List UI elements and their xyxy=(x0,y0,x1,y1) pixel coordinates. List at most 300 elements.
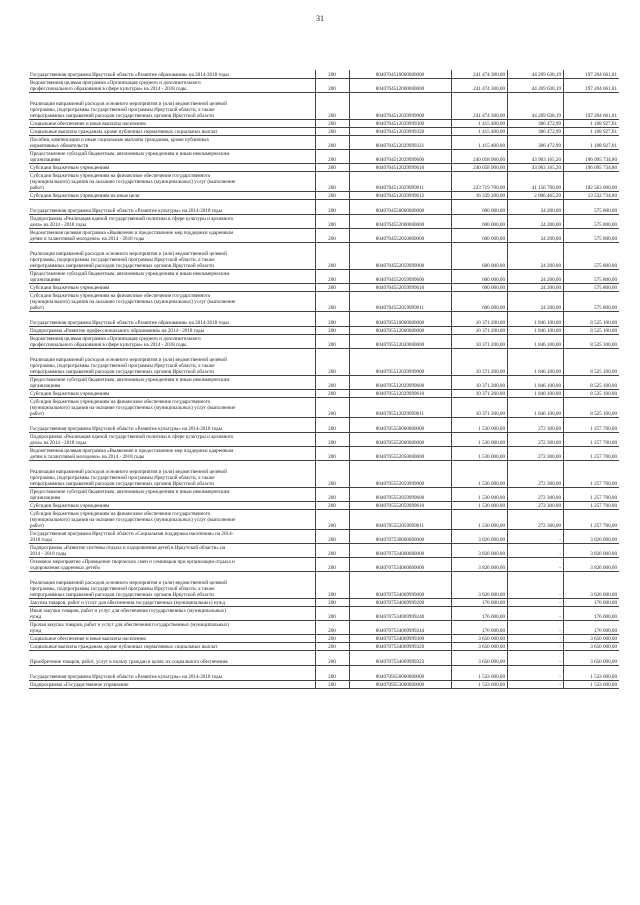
row-unexecuted-amount-cell xyxy=(564,199,620,206)
row-approved-amount-cell: 241 474 300,00 xyxy=(452,99,508,119)
row-code-cell xyxy=(316,199,350,206)
row-approved-amount-cell xyxy=(452,417,508,424)
row-executed-amount-cell: 1 846 100,00 xyxy=(508,355,564,375)
row-code-cell: 200 xyxy=(316,432,350,446)
row-approved-amount-cell: 1 415 400,00 xyxy=(452,135,508,149)
row-approved-amount-cell xyxy=(452,460,508,467)
row-executed-amount-cell xyxy=(508,665,564,672)
row-unexecuted-amount-cell: 8 525 100,00 xyxy=(564,355,620,375)
row-code-cell: 200 xyxy=(316,680,350,688)
row-classification-code-cell: 8040704512000000000 xyxy=(350,78,452,92)
row-approved-amount-cell: 10 371 200,00 xyxy=(452,318,508,326)
table-row xyxy=(29,672,619,680)
row-classification-code-cell: 8040705552059999611 xyxy=(350,509,452,529)
row-unexecuted-amount-cell: 176 000,00 xyxy=(564,620,620,634)
row-code-cell: 200 xyxy=(316,283,350,291)
row-name-cell xyxy=(29,242,316,249)
row-classification-code-cell: 8040704512029999610 xyxy=(350,163,452,171)
row-name-cell xyxy=(29,665,316,672)
row-unexecuted-amount-cell: 1 257 700,00 xyxy=(564,467,620,487)
row-executed-amount-cell: - xyxy=(508,606,564,620)
row-classification-code-cell: 8040707534060000000 xyxy=(350,557,452,571)
table-row xyxy=(29,249,619,269)
row-name-cell: Субсидии бюджетным учреждениям на финансовое обеспечение государственного (муниципального) задания на оказание государственных (муниципальных) услуг (выполнение работ) xyxy=(29,291,316,311)
table-row xyxy=(29,417,619,424)
row-executed-amount-cell: 1 846 100,00 xyxy=(508,389,564,397)
row-executed-amount-cell: - xyxy=(508,529,564,543)
row-unexecuted-amount-cell: 1 257 700,00 xyxy=(564,501,620,509)
row-classification-code-cell: 8040705550000000000 xyxy=(350,424,452,432)
row-code-cell: 200 xyxy=(316,163,350,171)
row-approved-amount-cell: 1 530 000,00 xyxy=(452,467,508,487)
row-name-cell: Субсидии бюджетным учреждениям xyxy=(29,389,316,397)
table-row xyxy=(29,214,619,228)
row-name-cell: Приобретение товаров, работ, услуг в пользу граждан в целях их социального обеспечения xyxy=(29,657,316,665)
row-approved-amount-cell xyxy=(452,348,508,355)
row-approved-amount-cell xyxy=(452,650,508,657)
row-classification-code-cell: 8040709550000000000 xyxy=(350,672,452,680)
row-executed-amount-cell: - xyxy=(508,634,564,642)
row-code-cell: 200 xyxy=(316,149,350,163)
row-unexecuted-amount-cell: 8 525 100,00 xyxy=(564,334,620,348)
row-name-cell: Подпрограмма «Развитие профессионального образования» на 2014 - 2018 годы xyxy=(29,326,316,334)
row-executed-amount-cell: 272 300,00 xyxy=(508,487,564,501)
row-code-cell: 200 xyxy=(316,249,350,269)
row-code-cell: 200 xyxy=(316,206,350,214)
row-approved-amount-cell: 600 000,00 xyxy=(452,214,508,228)
row-code-cell: 200 xyxy=(316,171,350,191)
row-code-cell: 200 xyxy=(316,119,350,127)
row-executed-amount-cell: 306 472,99 xyxy=(508,127,564,135)
row-approved-amount-cell: 1 530 000,00 xyxy=(452,424,508,432)
row-name-cell: Реализация направлений расходов основного мероприятия и (или) ведомственной целевой программы, подпрограммы государственной программы Иркутской области, а также непрограммных направлений расходов государственных органов Иркутской области xyxy=(29,99,316,119)
row-approved-amount-cell: 223 719 700,00 xyxy=(452,171,508,191)
row-classification-code-cell: 8040704512029999320 xyxy=(350,127,452,135)
table-row xyxy=(29,199,619,206)
row-code-cell xyxy=(316,460,350,467)
row-approved-amount-cell: 600 000,00 xyxy=(452,291,508,311)
table-row xyxy=(29,432,619,446)
table-row xyxy=(29,460,619,467)
row-approved-amount-cell: 1 530 000,00 xyxy=(452,446,508,460)
table-body xyxy=(29,70,619,688)
row-approved-amount-cell: 10 371 200,00 xyxy=(452,334,508,348)
table-row xyxy=(29,680,619,688)
row-executed-amount-cell: 272 300,00 xyxy=(508,467,564,487)
row-code-cell: 200 xyxy=(316,672,350,680)
row-approved-amount-cell: 600 000,00 xyxy=(452,283,508,291)
row-name-cell: Закупка товаров, работ и услуг для обеспечения государственных (муниципальных) нужд xyxy=(29,598,316,606)
row-name-cell: Государственная программа Иркутской области «Социальная поддержка населения» на 2014- 2018 годы xyxy=(29,529,316,543)
row-executed-amount-cell: - xyxy=(508,543,564,557)
row-name-cell: Государственная программа Иркутской области «Развитие культуры» на 2014-2018 годы xyxy=(29,424,316,432)
table-row xyxy=(29,389,619,397)
table-row xyxy=(29,543,619,557)
row-unexecuted-amount-cell: 1 257 700,00 xyxy=(564,509,620,529)
row-code-cell: 200 xyxy=(316,291,350,311)
row-approved-amount-cell: 10 371 200,00 xyxy=(452,397,508,417)
row-classification-code-cell xyxy=(350,460,452,467)
table-row xyxy=(29,191,619,199)
row-name-cell: Реализация направлений расходов основного мероприятия и (или) ведомственной целевой программы, подпрограммы государственной программы Иркутской области, а также непрограммных направлений расходов государственных органов Иркутской области xyxy=(29,249,316,269)
row-classification-code-cell xyxy=(350,92,452,99)
row-classification-code-cell: 8040707534069999300 xyxy=(350,634,452,642)
row-code-cell: 200 xyxy=(316,355,350,375)
row-name-cell xyxy=(29,311,316,318)
row-code-cell: 200 xyxy=(316,642,350,650)
row-unexecuted-amount-cell xyxy=(564,348,620,355)
table-row xyxy=(29,578,619,598)
table-row xyxy=(29,135,619,149)
table-row xyxy=(29,348,619,355)
table-row xyxy=(29,326,619,334)
row-approved-amount-cell: 600 000,00 xyxy=(452,269,508,283)
row-approved-amount-cell: 240 058 900,00 xyxy=(452,163,508,171)
row-approved-amount-cell: 10 371 200,00 xyxy=(452,389,508,397)
row-classification-code-cell: 8040707534000000000 xyxy=(350,543,452,557)
row-classification-code-cell xyxy=(350,665,452,672)
table-row xyxy=(29,501,619,509)
table-row xyxy=(29,269,619,283)
row-approved-amount-cell xyxy=(452,571,508,578)
row-executed-amount-cell: - xyxy=(508,620,564,634)
row-unexecuted-amount-cell: 575 800,00 xyxy=(564,283,620,291)
row-unexecuted-amount-cell: 1 257 700,00 xyxy=(564,446,620,460)
row-code-cell: 200 xyxy=(316,598,350,606)
row-classification-code-cell xyxy=(350,242,452,249)
row-executed-amount-cell: 1 846 100,00 xyxy=(508,334,564,348)
row-unexecuted-amount-cell xyxy=(564,571,620,578)
row-executed-amount-cell: 1 846 100,00 xyxy=(508,326,564,334)
row-code-cell xyxy=(316,417,350,424)
row-executed-amount-cell: - xyxy=(508,557,564,571)
row-code-cell: 200 xyxy=(316,99,350,119)
row-code-cell xyxy=(316,311,350,318)
row-executed-amount-cell: 1 846 100,00 xyxy=(508,375,564,389)
row-executed-amount-cell xyxy=(508,460,564,467)
row-name-cell: Реализация направлений расходов основного мероприятия и (или) ведомственной целевой программы, подпрограммы государственной программы Иркутской области, а также непрограммных направлений расходов государственных органов Иркутской области xyxy=(29,578,316,598)
row-unexecuted-amount-cell: 3 826 000,00 xyxy=(564,557,620,571)
row-classification-code-cell: 8040705552050000000 xyxy=(350,446,452,460)
row-executed-amount-cell xyxy=(508,92,564,99)
table-row xyxy=(29,318,619,326)
row-unexecuted-amount-cell: 1 257 700,00 xyxy=(564,424,620,432)
row-code-cell: 200 xyxy=(316,214,350,228)
row-name-cell: Ведомственная целевая программа «Выявление и предоставление мер поддержки одаренным детям и талантливой молодежи» на 2014 - 2018 годы xyxy=(29,446,316,460)
row-code-cell xyxy=(316,92,350,99)
table-row xyxy=(29,70,619,78)
row-code-cell: 200 xyxy=(316,127,350,135)
row-name-cell: Субсидии бюджетным учреждениям на финансовое обеспечение государственного (муниципального) задания на оказание государственных (муниципальных) услуг (выполнение работ) xyxy=(29,397,316,417)
table-row xyxy=(29,291,619,311)
row-executed-amount-cell: 24 200,00 xyxy=(508,269,564,283)
row-classification-code-cell: 8040704552059999000 xyxy=(350,249,452,269)
table-row xyxy=(29,119,619,127)
row-unexecuted-amount-cell: 575 800,00 xyxy=(564,249,620,269)
row-executed-amount-cell: 272 300,00 xyxy=(508,424,564,432)
row-code-cell: 200 xyxy=(316,529,350,543)
row-executed-amount-cell: 41 156 700,00 xyxy=(508,171,564,191)
row-name-cell: Государственная программа Иркутской области «Развитие культуры» на 2014-2018 годы xyxy=(29,206,316,214)
row-unexecuted-amount-cell: 3 826 000,00 xyxy=(564,543,620,557)
row-classification-code-cell: 8040704552000000000 xyxy=(350,214,452,228)
row-code-cell xyxy=(316,571,350,578)
table-row xyxy=(29,665,619,672)
row-executed-amount-cell xyxy=(508,199,564,206)
row-unexecuted-amount-cell: 8 525 100,00 xyxy=(564,326,620,334)
row-classification-code-cell: 8040704510000000000 xyxy=(350,70,452,78)
row-name-cell: Социальное обеспечение и иные выплаты населению xyxy=(29,634,316,642)
row-classification-code-cell: 8040705552059999000 xyxy=(350,467,452,487)
row-name-cell: Государственная программа Иркутской области «Развитие образования» на 2014-2018 годы xyxy=(29,70,316,78)
row-approved-amount-cell: 10 371 200,00 xyxy=(452,355,508,375)
table-row xyxy=(29,171,619,191)
row-executed-amount-cell: 24 200,00 xyxy=(508,249,564,269)
row-name-cell: Социальные выплаты гражданам, кроме публичных нормативных социальных выплат xyxy=(29,127,316,135)
row-executed-amount-cell: 24 200,00 xyxy=(508,291,564,311)
row-executed-amount-cell: 24 200,00 xyxy=(508,206,564,214)
row-name-cell: Предоставление субсидий бюджетным, автономным учреждениям и иным некоммерческим организациям xyxy=(29,375,316,389)
row-name-cell: Предоставление субсидий бюджетным, автономным учреждениям и иным некоммерческим организациям xyxy=(29,487,316,501)
row-classification-code-cell: 8040704512029999612 xyxy=(350,191,452,199)
row-approved-amount-cell: 10 371 200,00 xyxy=(452,326,508,334)
row-approved-amount-cell xyxy=(452,199,508,206)
row-unexecuted-amount-cell xyxy=(564,650,620,657)
row-name-cell xyxy=(29,348,316,355)
table-row xyxy=(29,78,619,92)
row-executed-amount-cell: 306 472,99 xyxy=(508,119,564,127)
row-executed-amount-cell: 43 963 165,20 xyxy=(508,163,564,171)
row-executed-amount-cell: - xyxy=(508,672,564,680)
row-code-cell: 200 xyxy=(316,501,350,509)
row-unexecuted-amount-cell: 8 525 100,00 xyxy=(564,389,620,397)
table-row xyxy=(29,606,619,620)
row-unexecuted-amount-cell: 1 533 600,00 xyxy=(564,672,620,680)
table-row xyxy=(29,598,619,606)
row-approved-amount-cell: 240 058 900,00 xyxy=(452,149,508,163)
row-unexecuted-amount-cell: 575 800,00 xyxy=(564,228,620,242)
row-name-cell: Реализация направлений расходов основного мероприятия и (или) ведомственной целевой программы, подпрограммы государственной программы Иркутской области, а также непрограммных направлений расходов государственных органов Иркутской области xyxy=(29,355,316,375)
row-unexecuted-amount-cell: 575 800,00 xyxy=(564,206,620,214)
row-unexecuted-amount-cell: 1 108 927,01 xyxy=(564,135,620,149)
row-classification-code-cell: 8040707530000000000 xyxy=(350,529,452,543)
table-row xyxy=(29,334,619,348)
row-code-cell: 200 xyxy=(316,657,350,665)
row-unexecuted-amount-cell: 575 800,00 xyxy=(564,269,620,283)
row-approved-amount-cell: 241 474 300,00 xyxy=(452,70,508,78)
row-unexecuted-amount-cell: 196 095 734,80 xyxy=(564,163,620,171)
row-approved-amount-cell: 1 530 000,00 xyxy=(452,509,508,529)
table-row xyxy=(29,311,619,318)
table-row xyxy=(29,467,619,487)
row-executed-amount-cell: 24 200,00 xyxy=(508,228,564,242)
row-code-cell: 200 xyxy=(316,318,350,326)
row-approved-amount-cell: 1 415 400,00 xyxy=(452,127,508,135)
row-classification-code-cell: 8040707534069999200 xyxy=(350,598,452,606)
row-approved-amount-cell: 3 826 000,00 xyxy=(452,529,508,543)
row-code-cell: 200 xyxy=(316,269,350,283)
row-executed-amount-cell: 306 472,99 xyxy=(508,135,564,149)
row-unexecuted-amount-cell: 197 204 661,81 xyxy=(564,78,620,92)
row-classification-code-cell: 8040705512020000000 xyxy=(350,334,452,348)
row-classification-code-cell: 8040704512029999611 xyxy=(350,171,452,191)
row-approved-amount-cell: 1 530 000,00 xyxy=(452,501,508,509)
row-code-cell: 200 xyxy=(316,334,350,348)
row-approved-amount-cell: 3 650 000,00 xyxy=(452,657,508,665)
table-row xyxy=(29,99,619,119)
row-executed-amount-cell: - xyxy=(508,578,564,598)
row-approved-amount-cell xyxy=(452,665,508,672)
row-unexecuted-amount-cell: 176 000,00 xyxy=(564,606,620,620)
row-unexecuted-amount-cell: 3 650 000,00 xyxy=(564,657,620,665)
row-unexecuted-amount-cell: 1 257 700,00 xyxy=(564,432,620,446)
row-classification-code-cell: 8040705512029999611 xyxy=(350,397,452,417)
row-classification-code-cell: 8040707534069999244 xyxy=(350,620,452,634)
row-code-cell: 200 xyxy=(316,228,350,242)
row-unexecuted-amount-cell xyxy=(564,417,620,424)
row-classification-code-cell xyxy=(350,199,452,206)
row-approved-amount-cell: 16 339 200,00 xyxy=(452,191,508,199)
row-name-cell: Ведомственная целевая программа «Выявление и предоставление мер поддержки одаренным детям и талантливой молодежи» на 2014 - 2018 годы xyxy=(29,228,316,242)
row-executed-amount-cell: - xyxy=(508,680,564,688)
table-row xyxy=(29,228,619,242)
table-row xyxy=(29,487,619,501)
row-unexecuted-amount-cell: 13 532 734,80 xyxy=(564,191,620,199)
row-name-cell: Иные закупки товаров, работ и услуг для обеспечения государственных (муниципальных) нужд xyxy=(29,606,316,620)
row-unexecuted-amount-cell: 176 000,00 xyxy=(564,598,620,606)
row-unexecuted-amount-cell: 1 533 600,00 xyxy=(564,680,620,688)
table-row xyxy=(29,642,619,650)
row-code-cell: 200 xyxy=(316,135,350,149)
row-unexecuted-amount-cell: 196 095 734,80 xyxy=(564,149,620,163)
table-row xyxy=(29,397,619,417)
table-row xyxy=(29,650,619,657)
row-unexecuted-amount-cell: 1 108 927,01 xyxy=(564,127,620,135)
row-unexecuted-amount-cell: 8 525 100,00 xyxy=(564,318,620,326)
row-name-cell xyxy=(29,92,316,99)
row-code-cell: 200 xyxy=(316,326,350,334)
row-executed-amount-cell: 44 269 638,19 xyxy=(508,99,564,119)
row-name-cell: Пособия, компенсации и иные социальные выплаты гражданам, кроме публичных нормативных обязательств xyxy=(29,135,316,149)
table-row xyxy=(29,242,619,249)
row-classification-code-cell: 8040705512000000000 xyxy=(350,326,452,334)
row-approved-amount-cell: 3 650 000,00 xyxy=(452,634,508,642)
row-name-cell xyxy=(29,650,316,657)
row-classification-code-cell: 8040704512029999300 xyxy=(350,119,452,127)
table-row xyxy=(29,375,619,389)
row-executed-amount-cell: - xyxy=(508,598,564,606)
row-name-cell: Ведомственная целевая программа «Организация среднего и дополнительного профессионального образования в сфере культуры» на 2014 - 2018 годы xyxy=(29,78,316,92)
row-classification-code-cell: 8040705510000000000 xyxy=(350,318,452,326)
row-approved-amount-cell: 1 533 600,00 xyxy=(452,672,508,680)
row-executed-amount-cell xyxy=(508,571,564,578)
row-approved-amount-cell: 600 000,00 xyxy=(452,228,508,242)
row-executed-amount-cell: 24 200,00 xyxy=(508,214,564,228)
table-row xyxy=(29,149,619,163)
row-name-cell: Субсидии бюджетным учреждениям xyxy=(29,163,316,171)
row-executed-amount-cell xyxy=(508,242,564,249)
row-name-cell: Субсидии бюджетным учреждениям на финансовое обеспечение государственного (муниципального) задания на оказание государственных (муниципальных) услуг (выполнение работ) xyxy=(29,171,316,191)
row-name-cell: Субсидии бюджетным учреждениям на иные цели xyxy=(29,191,316,199)
row-approved-amount-cell: 176 000,00 xyxy=(452,606,508,620)
row-classification-code-cell: 8040707534069999320 xyxy=(350,642,452,650)
row-executed-amount-cell xyxy=(508,650,564,657)
table-row xyxy=(29,206,619,214)
row-classification-code-cell: 8040707534069999323 xyxy=(350,657,452,665)
row-unexecuted-amount-cell: 3 650 000,00 xyxy=(564,642,620,650)
row-name-cell: Подпрограмма «Реализация единой государственной политики в сфере культуры и архивного дела» на 2014 - 2018 годы xyxy=(29,214,316,228)
row-approved-amount-cell: 241 474 300,00 xyxy=(452,78,508,92)
row-name-cell: Субсидии бюджетным учреждениям xyxy=(29,283,316,291)
row-code-cell: 200 xyxy=(316,191,350,199)
row-code-cell: 200 xyxy=(316,424,350,432)
row-code-cell xyxy=(316,650,350,657)
row-approved-amount-cell xyxy=(452,242,508,249)
row-executed-amount-cell: 2 806 465,20 xyxy=(508,191,564,199)
row-name-cell: Подпрограмма «Реализация единой государственной политики в сфере культуры и архивного дела» на 2014 - 2018 годы xyxy=(29,432,316,446)
row-unexecuted-amount-cell xyxy=(564,311,620,318)
row-approved-amount-cell xyxy=(452,311,508,318)
table-row xyxy=(29,571,619,578)
row-code-cell: 200 xyxy=(316,634,350,642)
row-classification-code-cell xyxy=(350,348,452,355)
row-code-cell: 200 xyxy=(316,446,350,460)
row-approved-amount-cell: 3 826 000,00 xyxy=(452,557,508,571)
row-approved-amount-cell: 600 000,00 xyxy=(452,249,508,269)
row-executed-amount-cell: 1 846 100,00 xyxy=(508,397,564,417)
row-classification-code-cell: 8040705512029999610 xyxy=(350,389,452,397)
row-name-cell: Подпрограмма «Государственное управление xyxy=(29,680,316,688)
row-classification-code-cell xyxy=(350,650,452,657)
row-unexecuted-amount-cell: 1 108 927,01 xyxy=(564,119,620,127)
row-executed-amount-cell: 24 200,00 xyxy=(508,283,564,291)
row-executed-amount-cell xyxy=(508,311,564,318)
row-name-cell: Социальные выплаты гражданам, кроме публичных нормативных социальных выплат xyxy=(29,642,316,650)
table-row xyxy=(29,446,619,460)
row-executed-amount-cell: 1 846 100,00 xyxy=(508,318,564,326)
row-classification-code-cell: 8040704512029999600 xyxy=(350,149,452,163)
row-approved-amount-cell: 600 000,00 xyxy=(452,206,508,214)
row-unexecuted-amount-cell: 3 650 000,00 xyxy=(564,634,620,642)
row-code-cell: 200 xyxy=(316,467,350,487)
row-executed-amount-cell xyxy=(508,417,564,424)
row-classification-code-cell: 8040704552059999600 xyxy=(350,269,452,283)
row-name-cell: Основное мероприятие «Проведение творческих смен и семинаров при организации отдыха и оздоровления одаренных детей» xyxy=(29,557,316,571)
row-name-cell: Предоставление субсидий бюджетным, автономным учреждениям и иным некоммерческим организациям xyxy=(29,269,316,283)
row-executed-amount-cell: 272 300,00 xyxy=(508,432,564,446)
row-code-cell: 200 xyxy=(316,557,350,571)
row-code-cell xyxy=(316,348,350,355)
row-executed-amount-cell: - xyxy=(508,642,564,650)
table-row xyxy=(29,509,619,529)
row-executed-amount-cell: 44 269 638,19 xyxy=(508,78,564,92)
row-unexecuted-amount-cell: 8 525 100,00 xyxy=(564,397,620,417)
row-approved-amount-cell: 1 533 600,00 xyxy=(452,680,508,688)
row-code-cell: 200 xyxy=(316,578,350,598)
row-approved-amount-cell: 3 826 000,00 xyxy=(452,578,508,598)
row-classification-code-cell: 8040704552059999611 xyxy=(350,291,452,311)
row-code-cell: 200 xyxy=(316,375,350,389)
row-classification-code-cell: 8040704552050000000 xyxy=(350,228,452,242)
row-unexecuted-amount-cell: 575 800,00 xyxy=(564,291,620,311)
row-approved-amount-cell xyxy=(452,92,508,99)
row-executed-amount-cell: - xyxy=(508,657,564,665)
row-classification-code-cell: 8040705552000000000 xyxy=(350,432,452,446)
row-executed-amount-cell: 44 269 638,19 xyxy=(508,70,564,78)
row-approved-amount-cell: 176 000,00 xyxy=(452,598,508,606)
row-unexecuted-amount-cell xyxy=(564,460,620,467)
row-approved-amount-cell: 1 530 000,00 xyxy=(452,432,508,446)
